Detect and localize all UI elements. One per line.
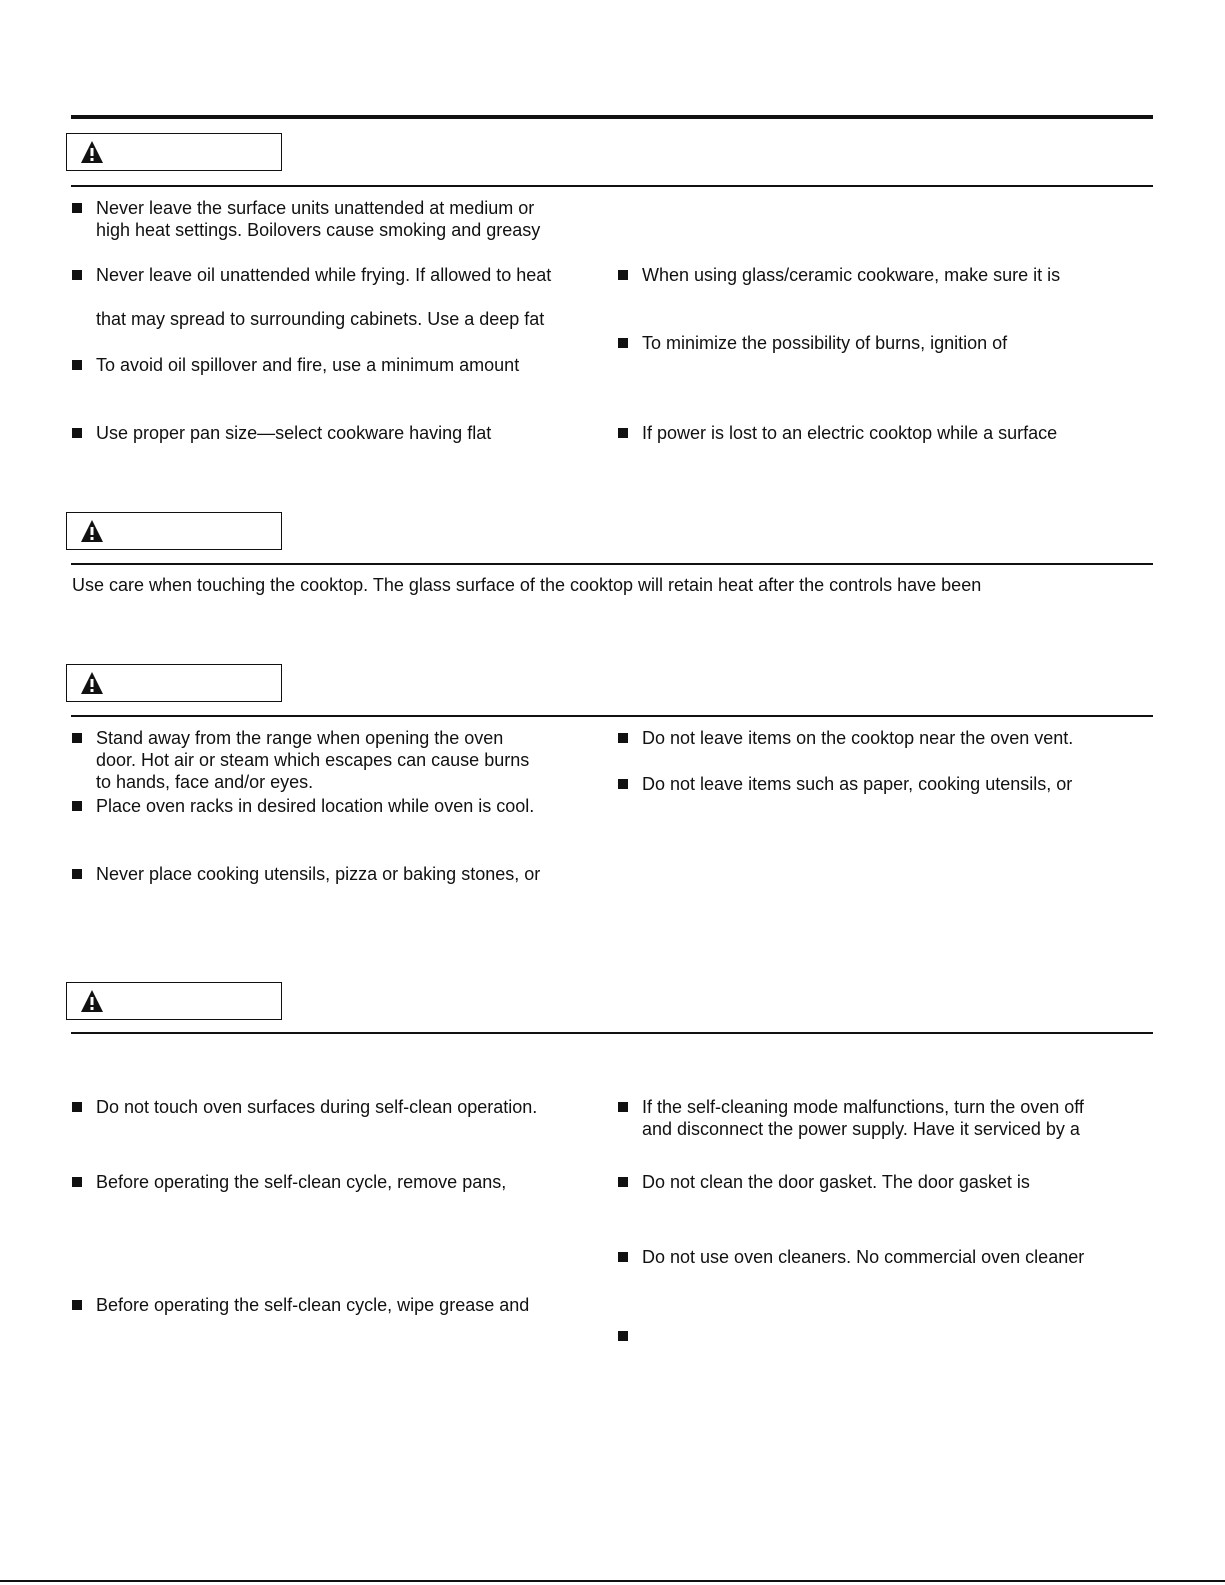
warning-triangle-icon: [80, 989, 104, 1013]
list-item: Never leave the surface units unattended at medium or high heat settings. Boilovers cause smoking and greasy: [72, 197, 612, 241]
section-rule: [71, 185, 1153, 187]
warning-box: [66, 664, 282, 702]
bullet: [72, 203, 82, 213]
list-item: Place oven racks in desired location while oven is cool.: [72, 795, 612, 817]
list-item: Do not touch oven surfaces during self-clean operation.: [72, 1096, 612, 1118]
list-item: Never leave oil unattended while frying. If allowed to heat: [72, 264, 612, 286]
list-item: Stand away from the range when opening the oven door. Hot air or steam which escapes can cause burns to hands, face and/or eyes.: [72, 727, 612, 793]
bullet: [72, 801, 82, 811]
warning-triangle-icon: [80, 519, 104, 543]
bullet: [72, 1300, 82, 1310]
warning-triangle-icon: [80, 671, 104, 695]
list-item-continuation: that may spread to surrounding cabinets. Use a deep fat: [96, 309, 545, 329]
section-rule: [71, 563, 1153, 565]
list-item: Do not leave items such as paper, cooking utensils, or: [618, 773, 1158, 795]
list-item: Before operating the self-clean cycle, remove pans,: [72, 1171, 612, 1193]
bullet: [72, 270, 82, 280]
list-item: To avoid oil spillover and fire, use a minimum amount: [72, 354, 612, 376]
bullet: [72, 360, 82, 370]
bullet: [618, 779, 628, 789]
section-rule: [71, 715, 1153, 717]
bullet: [618, 270, 628, 280]
paragraph: Use care when touching the cooktop. The glass surface of the cooktop will retain heat after the controls have been: [72, 575, 982, 595]
bullet: [618, 1102, 628, 1112]
list-item: To minimize the possibility of burns, ignition of: [618, 332, 1158, 354]
list-item: Do not leave items on the cooktop near the oven vent.: [618, 727, 1158, 749]
list-item: If power is lost to an electric cooktop while a surface: [618, 422, 1158, 444]
warning-triangle-icon: [80, 140, 104, 164]
section-rule: [71, 1032, 1153, 1034]
bullet: [618, 733, 628, 743]
bullet: [618, 338, 628, 348]
list-item: Do not clean the door gasket. The door gasket is: [618, 1171, 1158, 1193]
list-item: If the self-cleaning mode malfunctions, turn the oven off and disconnect the power supply. Have it serviced by a: [618, 1096, 1158, 1140]
bullet: [72, 1177, 82, 1187]
list-item: Before operating the self-clean cycle, wipe grease and: [72, 1294, 612, 1316]
list-item: Never place cooking utensils, pizza or baking stones, or: [72, 863, 612, 885]
bottom-rule: [0, 1580, 1225, 1582]
bullet: [618, 1331, 628, 1341]
bullet: [618, 1177, 628, 1187]
bullet: [72, 1102, 82, 1112]
bullet: [72, 869, 82, 879]
list-item: When using glass/ceramic cookware, make sure it is: [618, 264, 1158, 286]
list-item: Use proper pan size—select cookware having flat: [72, 422, 612, 444]
warning-box: [66, 982, 282, 1020]
list-item: Do not use oven cleaners. No commercial oven cleaner: [618, 1246, 1158, 1268]
bullet: [72, 428, 82, 438]
warning-box: [66, 512, 282, 550]
bullet: [72, 733, 82, 743]
bullet: [618, 428, 628, 438]
top-rule: [71, 115, 1153, 119]
warning-box: [66, 133, 282, 171]
bullet: [618, 1252, 628, 1262]
